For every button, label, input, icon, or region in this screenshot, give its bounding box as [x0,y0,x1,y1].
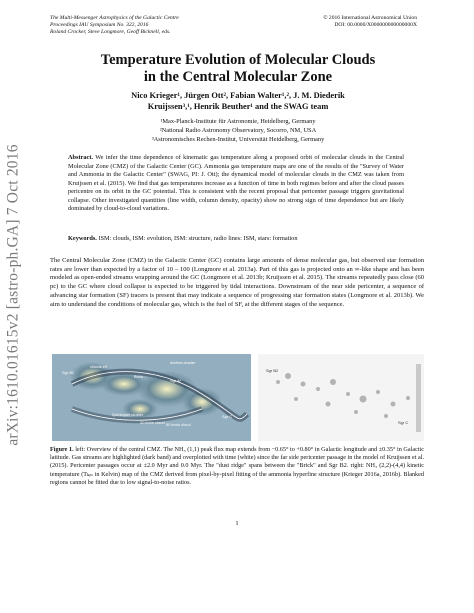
affiliation: ²National Radio Astronomy Observatory, Socorro, NM, USA [159,127,317,134]
keywords [68,235,404,244]
author-line: Nico Krieger¹, Jürgen Ott², Fabian Walter¹,², J. M. Diederik [131,91,345,100]
nh3-flux-map [52,354,251,441]
copyright-header [323,15,417,29]
label-sgr-b2: Sgr B2 [62,370,75,375]
journal-header [50,15,179,35]
arxiv-stamp: arXiv:1610.01615v2 [astro-ph.GA] 7 Oct 2016 [5,144,22,446]
label-clouds-ef: clouds e/f [90,364,108,369]
keywords-label: Keywords. [68,235,97,242]
label-20kms: 20 km/s cloud [140,420,165,425]
journal-line: The Multi-Messenger Astrophysics of the Galactic Centre [50,15,179,21]
cmz-overview-figure [52,354,251,441]
journal-line: Roland Crocker, Steve Longmore, Geoff Bicknell, eds. [50,28,171,35]
journal-line: Proceedings IAU Symposium No. 322, 2016 [50,21,149,28]
keywords-text: ISM: clouds, ISM: evolution, ISM: structure, radio lines: ISM, stars: formation [98,235,298,242]
figure-caption [50,446,424,487]
colorbar [416,364,421,432]
affiliation: ³Astronomisches Rechen-Institut, Universität Heidelberg, Germany [151,136,325,143]
author-line: Kruijssen³,¹, Henrik Beuther¹ and the SWAG team [147,102,329,111]
intro-paragraph: The Central Molecular Zone (CMZ) in the Galactic Center (GC) contains large amounts of dense molecular gas, but observed star formation rates are lower than expected by a factor of 10 – 100 (Longmore et al. 2013a). Part of this gas is projected onto an ∞-like shape and has been modeled as open-ended streams wrapping around the GC (Longmore et al. 2013b; Kruijssen et al. 2015). The streams repeatedly pass close (60 pc) to the GC where cloud collapse is expected to be triggered by tidal interactions. Downstream of the near side pericenter, a sequence of advancing star formation (SF) tracers is present that may indicate a sequence of progressing star formation states (Longmore et al. 2013b). We aim to understand the conditions of molecular gas, which is the fuel of SF, at the different stages of the sequence. [50,257,424,308]
caption-label: Figure 1. [50,446,74,453]
copyright-line: © 2016 International Astronomical Union [323,15,417,21]
author-list [50,90,426,112]
paper-title [50,52,426,86]
label-sgr-b2-right: Sgr B2 [266,368,279,373]
title-line: in the Central Molecular Zone [143,69,333,85]
label-arches: Arches cluster [170,360,196,365]
title-line: Temperature Evolution of Molecular Clouds [100,52,376,68]
label-50kms: 50 km/s cloud [166,422,191,427]
label-quintuplet: Quintuplet cluster [112,412,144,417]
temperature-map-figure [258,354,424,441]
kinetic-temperature-map [258,354,424,441]
abstract-label: Abstract. [68,154,94,161]
caption-text: left: Overview of the central CMZ. The NH₃ (1,1) peak flux map extends from −0.65° to +0.80° in Galactic longitude and ±0.35° in Galactic latitude. Gas streams are highlighted (dark band) and overplotted with time (white) since the far side pericenter passage in the model of Kruijssen et al. (2015). Pericenter passages occur at ±2.0 Myr and 0.0 Myr. The "dust ridge" spans between the "Brick" and Sgr B2. right: NH₃ (2,2)-(4,4) kinetic temperature (Tₖᵢₙ in Kelvin) map of the CMZ derived from pixel-by-pixel fitting of the ammonia hyperfine structure (Krieger 2016a, 2016b). Blanked regions cannot be fitted due to low signal-to-noise ratios. [50,446,425,486]
doi-line: DOI: 00.0000/X000000000000000X [334,21,417,28]
affiliation: ¹Max-Planck-Institute für Astronomie, Heidelberg, Germany [160,118,316,125]
abstract [68,154,404,214]
label-sgr-c: Sgr C [222,414,233,419]
abstract-text: We infer the time dependence of kinematic gas temperature along a proposed orbit of molecular clouds in the Central Molecular Zone (CMZ) of the Galactic Center (GC). Ammonia gas temperature maps are one of the results of the "Survey of Water and Ammonia in the Galactic Center" (SWAG, PI: J. Ott); the dynamical model of molecular clouds in the CMZ was taken from Kruijssen et al. (2015). We find that gas temperatures increase as a function of time in both regimes before and after the cloud passes pericentre on its orbit in the GC potential. This is consistent with the recent proposal that pericenter passage triggers gravitational collapse. Other investigated quantities (line width, column density, opacity) show no strong sign of time dependence but are likely dominated by cloud-to-cloud variations. [68,154,404,213]
affiliations [50,117,426,144]
page-number: 1 [235,520,239,527]
label-brick: Brick [134,374,143,379]
label-sgr-c-right: Sgr C [398,420,409,425]
label-sgr-a: Sgr A* [170,378,182,383]
